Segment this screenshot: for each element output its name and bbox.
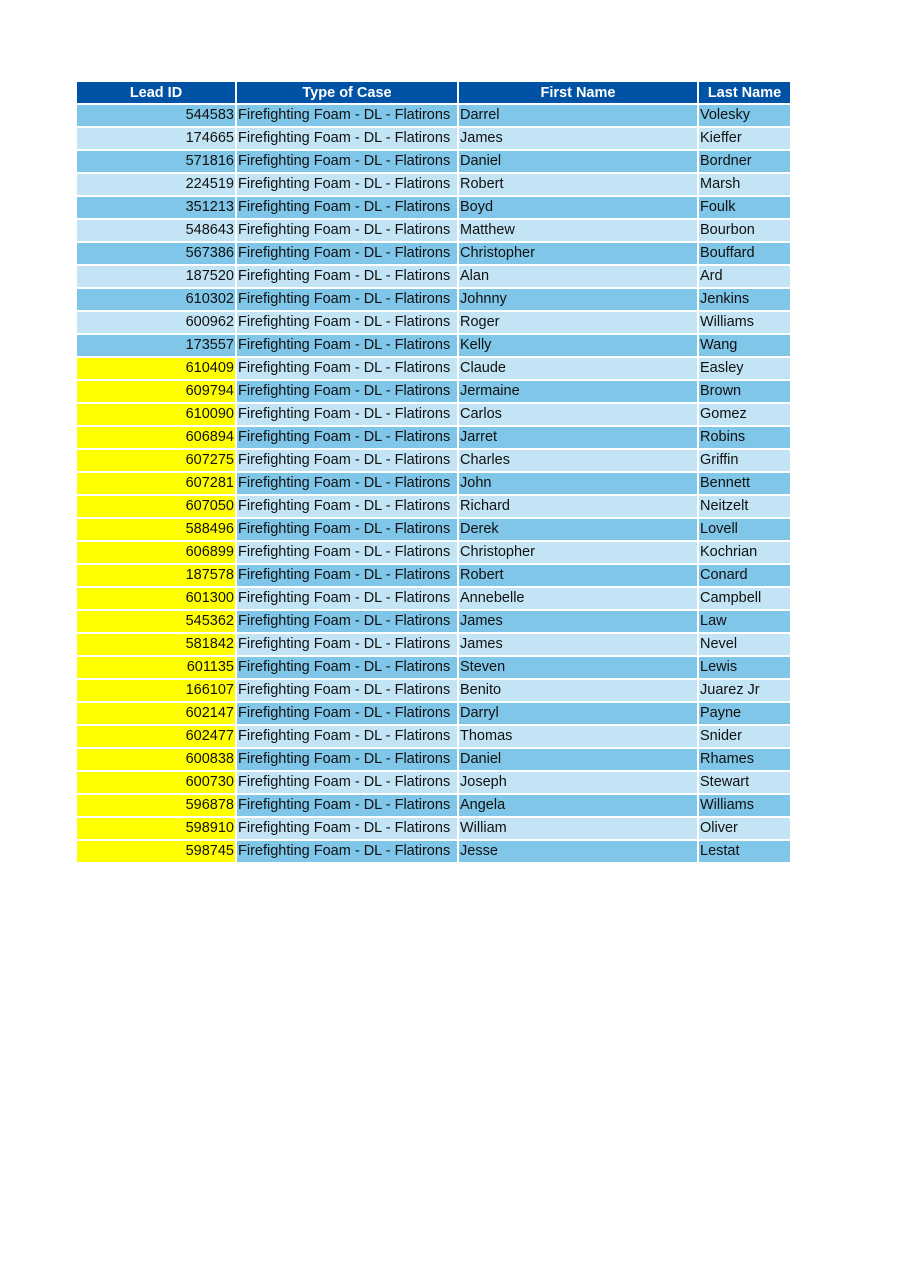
table-row	[77, 817, 790, 840]
table-row	[77, 633, 790, 656]
cell-last-name[interactable]: Bennett	[698, 472, 790, 495]
cell-first-name[interactable]: Jermaine	[458, 380, 698, 403]
cell-last-name[interactable]: Campbell	[698, 587, 790, 610]
table-row	[77, 472, 790, 495]
cell-first-name[interactable]: Benito	[458, 679, 698, 702]
cell-last-name[interactable]: Oliver	[698, 817, 790, 840]
cell-type-of-case[interactable]: Firefighting Foam - DL - Flatirons	[236, 541, 458, 564]
cell-first-name[interactable]: James	[458, 610, 698, 633]
cell-last-name[interactable]: Marsh	[698, 173, 790, 196]
cell-lead-id[interactable]: 187578	[77, 564, 236, 587]
cell-type-of-case[interactable]: Firefighting Foam - DL - Flatirons	[236, 403, 458, 426]
cell-type-of-case[interactable]: Firefighting Foam - DL - Flatirons	[236, 196, 458, 219]
table-row	[77, 403, 790, 426]
table-row	[77, 426, 790, 449]
cell-type-of-case[interactable]: Firefighting Foam - DL - Flatirons	[236, 127, 458, 150]
cell-last-name[interactable]: Foulk	[698, 196, 790, 219]
cell-last-name[interactable]: Rhames	[698, 748, 790, 771]
cell-lead-id[interactable]: 600962	[77, 311, 236, 334]
cell-first-name[interactable]: James	[458, 127, 698, 150]
table-row	[77, 840, 790, 863]
cell-lead-id[interactable]: 224519	[77, 173, 236, 196]
cell-last-name[interactable]: Williams	[698, 311, 790, 334]
cell-last-name[interactable]: Easley	[698, 357, 790, 380]
cell-first-name[interactable]: Kelly	[458, 334, 698, 357]
header-row	[77, 82, 790, 104]
cell-last-name[interactable]: Snider	[698, 725, 790, 748]
cell-type-of-case[interactable]: Firefighting Foam - DL - Flatirons	[236, 311, 458, 334]
cell-type-of-case[interactable]: Firefighting Foam - DL - Flatirons	[236, 219, 458, 242]
cell-type-of-case[interactable]: Firefighting Foam - DL - Flatirons	[236, 794, 458, 817]
cell-lead-id[interactable]: 607050	[77, 495, 236, 518]
cell-first-name[interactable]: Robert	[458, 173, 698, 196]
cell-lead-id[interactable]: 598910	[77, 817, 236, 840]
cell-type-of-case[interactable]: Firefighting Foam - DL - Flatirons	[236, 173, 458, 196]
cell-lead-id[interactable]: 607275	[77, 449, 236, 472]
cell-lead-id[interactable]: 609794	[77, 380, 236, 403]
cell-last-name[interactable]: Law	[698, 610, 790, 633]
cell-last-name[interactable]: Jenkins	[698, 288, 790, 311]
cell-type-of-case[interactable]: Firefighting Foam - DL - Flatirons	[236, 150, 458, 173]
cell-lead-id[interactable]: 610090	[77, 403, 236, 426]
table-row	[77, 702, 790, 725]
cell-first-name[interactable]: James	[458, 633, 698, 656]
cell-last-name[interactable]: Ard	[698, 265, 790, 288]
cell-first-name[interactable]: Christopher	[458, 242, 698, 265]
cell-last-name[interactable]: Lovell	[698, 518, 790, 541]
cell-type-of-case[interactable]: Firefighting Foam - DL - Flatirons	[236, 495, 458, 518]
cell-last-name[interactable]: Wang	[698, 334, 790, 357]
cell-lead-id[interactable]: 166107	[77, 679, 236, 702]
cell-first-name[interactable]: Roger	[458, 311, 698, 334]
table-row	[77, 771, 790, 794]
cell-lead-id[interactable]: 600838	[77, 748, 236, 771]
cell-type-of-case[interactable]: Firefighting Foam - DL - Flatirons	[236, 357, 458, 380]
table-body	[77, 104, 790, 863]
cell-first-name[interactable]: Richard	[458, 495, 698, 518]
cell-first-name[interactable]: Annebelle	[458, 587, 698, 610]
leads-table	[77, 82, 790, 864]
table-row	[77, 150, 790, 173]
cell-first-name[interactable]: Jesse	[458, 840, 698, 863]
cell-first-name[interactable]: Carlos	[458, 403, 698, 426]
cell-type-of-case[interactable]: Firefighting Foam - DL - Flatirons	[236, 679, 458, 702]
table-row	[77, 794, 790, 817]
cell-last-name[interactable]: Juarez Jr	[698, 679, 790, 702]
cell-lead-id[interactable]: 567386	[77, 242, 236, 265]
cell-first-name[interactable]: Daniel	[458, 150, 698, 173]
table-row	[77, 334, 790, 357]
cell-type-of-case[interactable]: Firefighting Foam - DL - Flatirons	[236, 472, 458, 495]
cell-type-of-case[interactable]: Firefighting Foam - DL - Flatirons	[236, 518, 458, 541]
table-row	[77, 564, 790, 587]
cell-last-name[interactable]: Kochrian	[698, 541, 790, 564]
cell-last-name[interactable]: Bouffard	[698, 242, 790, 265]
cell-last-name[interactable]: Payne	[698, 702, 790, 725]
cell-last-name[interactable]: Robins	[698, 426, 790, 449]
cell-lead-id[interactable]: 606899	[77, 541, 236, 564]
table-row	[77, 725, 790, 748]
cell-lead-id[interactable]: 601300	[77, 587, 236, 610]
cell-type-of-case[interactable]: Firefighting Foam - DL - Flatirons	[236, 265, 458, 288]
table-row	[77, 288, 790, 311]
cell-last-name[interactable]: Gomez	[698, 403, 790, 426]
cell-type-of-case[interactable]: Firefighting Foam - DL - Flatirons	[236, 771, 458, 794]
table-row	[77, 518, 790, 541]
table-row	[77, 196, 790, 219]
table-row	[77, 495, 790, 518]
table-row	[77, 104, 790, 127]
table-row	[77, 610, 790, 633]
table-row	[77, 449, 790, 472]
table-row	[77, 380, 790, 403]
cell-lead-id[interactable]: 174665	[77, 127, 236, 150]
cell-first-name[interactable]: Claude	[458, 357, 698, 380]
cell-first-name[interactable]: Derek	[458, 518, 698, 541]
cell-first-name[interactable]: Johnny	[458, 288, 698, 311]
cell-first-name[interactable]: Steven	[458, 656, 698, 679]
cell-lead-id[interactable]: 187520	[77, 265, 236, 288]
cell-last-name[interactable]: Lewis	[698, 656, 790, 679]
table-row	[77, 656, 790, 679]
cell-first-name[interactable]: Thomas	[458, 725, 698, 748]
cell-lead-id[interactable]: 602477	[77, 725, 236, 748]
table-row	[77, 541, 790, 564]
cell-last-name[interactable]: Stewart	[698, 771, 790, 794]
table-row	[77, 127, 790, 150]
cell-lead-id[interactable]: 606894	[77, 426, 236, 449]
cell-first-name[interactable]: Boyd	[458, 196, 698, 219]
cell-lead-id[interactable]: 602147	[77, 702, 236, 725]
cell-first-name[interactable]: William	[458, 817, 698, 840]
table-row	[77, 242, 790, 265]
cell-first-name[interactable]: Jarret	[458, 426, 698, 449]
cell-lead-id[interactable]: 173557	[77, 334, 236, 357]
cell-last-name[interactable]: Nevel	[698, 633, 790, 656]
cell-type-of-case[interactable]: Firefighting Foam - DL - Flatirons	[236, 725, 458, 748]
cell-first-name[interactable]: Angela	[458, 794, 698, 817]
cell-lead-id[interactable]: 351213	[77, 196, 236, 219]
table-row	[77, 587, 790, 610]
cell-type-of-case[interactable]: Firefighting Foam - DL - Flatirons	[236, 633, 458, 656]
cell-type-of-case[interactable]: Firefighting Foam - DL - Flatirons	[236, 288, 458, 311]
cell-type-of-case[interactable]: Firefighting Foam - DL - Flatirons	[236, 702, 458, 725]
cell-lead-id[interactable]: 607281	[77, 472, 236, 495]
cell-type-of-case[interactable]: Firefighting Foam - DL - Flatirons	[236, 610, 458, 633]
table-row	[77, 357, 790, 380]
cell-first-name[interactable]: Christopher	[458, 541, 698, 564]
cell-type-of-case[interactable]: Firefighting Foam - DL - Flatirons	[236, 840, 458, 863]
cell-lead-id[interactable]: 596878	[77, 794, 236, 817]
cell-type-of-case[interactable]: Firefighting Foam - DL - Flatirons	[236, 242, 458, 265]
cell-last-name[interactable]: Lestat	[698, 840, 790, 863]
cell-lead-id[interactable]: 600730	[77, 771, 236, 794]
cell-lead-id[interactable]: 598745	[77, 840, 236, 863]
cell-lead-id[interactable]: 588496	[77, 518, 236, 541]
table-row	[77, 265, 790, 288]
cell-first-name[interactable]: Daniel	[458, 748, 698, 771]
cell-last-name[interactable]: Williams	[698, 794, 790, 817]
header-first-name[interactable]: First Name	[458, 82, 698, 104]
cell-first-name[interactable]: Robert	[458, 564, 698, 587]
cell-lead-id[interactable]: 548643	[77, 219, 236, 242]
table-row	[77, 173, 790, 196]
cell-lead-id[interactable]: 610302	[77, 288, 236, 311]
cell-lead-id[interactable]: 601135	[77, 656, 236, 679]
cell-first-name[interactable]: John	[458, 472, 698, 495]
cell-last-name[interactable]: Kieffer	[698, 127, 790, 150]
cell-last-name[interactable]: Conard	[698, 564, 790, 587]
cell-first-name[interactable]: Darryl	[458, 702, 698, 725]
cell-type-of-case[interactable]: Firefighting Foam - DL - Flatirons	[236, 449, 458, 472]
cell-type-of-case[interactable]: Firefighting Foam - DL - Flatirons	[236, 656, 458, 679]
cell-first-name[interactable]: Joseph	[458, 771, 698, 794]
cell-lead-id[interactable]: 581842	[77, 633, 236, 656]
cell-lead-id[interactable]: 571816	[77, 150, 236, 173]
cell-type-of-case[interactable]: Firefighting Foam - DL - Flatirons	[236, 426, 458, 449]
cell-last-name[interactable]: Bordner	[698, 150, 790, 173]
header-last-name[interactable]: Last Name	[698, 82, 790, 104]
table-row	[77, 219, 790, 242]
table-row	[77, 311, 790, 334]
cell-last-name[interactable]: Bourbon	[698, 219, 790, 242]
table-row	[77, 679, 790, 702]
cell-last-name[interactable]: Brown	[698, 380, 790, 403]
cell-type-of-case[interactable]: Firefighting Foam - DL - Flatirons	[236, 380, 458, 403]
table-row	[77, 748, 790, 771]
cell-type-of-case[interactable]: Firefighting Foam - DL - Flatirons	[236, 334, 458, 357]
cell-lead-id[interactable]: 545362	[77, 610, 236, 633]
cell-first-name[interactable]: Charles	[458, 449, 698, 472]
cell-first-name[interactable]: Darrel	[458, 104, 698, 127]
header-type-of-case[interactable]: Type of Case	[236, 82, 458, 104]
cell-last-name[interactable]: Neitzelt	[698, 495, 790, 518]
cell-type-of-case[interactable]: Firefighting Foam - DL - Flatirons	[236, 817, 458, 840]
cell-type-of-case[interactable]: Firefighting Foam - DL - Flatirons	[236, 104, 458, 127]
cell-last-name[interactable]: Volesky	[698, 104, 790, 127]
cell-first-name[interactable]: Matthew	[458, 219, 698, 242]
spreadsheet-page	[77, 82, 790, 864]
cell-type-of-case[interactable]: Firefighting Foam - DL - Flatirons	[236, 587, 458, 610]
cell-first-name[interactable]: Alan	[458, 265, 698, 288]
cell-lead-id[interactable]: 544583	[77, 104, 236, 127]
cell-lead-id[interactable]: 610409	[77, 357, 236, 380]
cell-type-of-case[interactable]: Firefighting Foam - DL - Flatirons	[236, 564, 458, 587]
header-lead-id[interactable]: Lead ID	[77, 82, 236, 104]
cell-type-of-case[interactable]: Firefighting Foam - DL - Flatirons	[236, 748, 458, 771]
cell-last-name[interactable]: Griffin	[698, 449, 790, 472]
